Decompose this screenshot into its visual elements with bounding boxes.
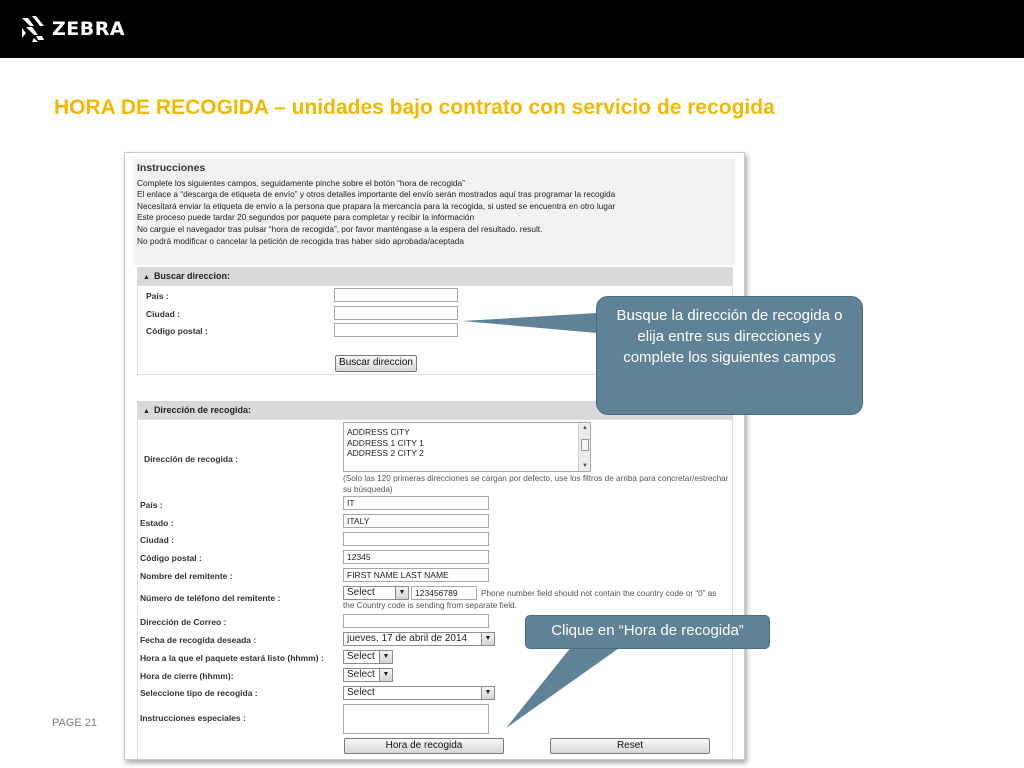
phone-country-select-value: Select <box>347 587 375 598</box>
pickup-date-value: jueves, 17 de abril de 2014 <box>347 633 468 644</box>
callout-pointer-search <box>462 313 597 333</box>
slide-title: HORA DE RECOGIDA – unidades bajo contrato con servicio de recogida <box>54 96 775 119</box>
instruction-line: El enlace a “descarga de etiqueta de envío” y otros detalles importante del envío serán mostrados aquí tras programar la recogida <box>137 189 616 200</box>
pickup-country-input[interactable]: IT <box>343 496 489 510</box>
brand-name: ZEBRA <box>52 18 126 40</box>
instruction-line: No cargue el navegador tras pulsar “hora de recogida”, por favor manténgase a la espera del resultado. result. <box>137 223 543 234</box>
sender-phone-label: Número de teléfono del remitente : <box>140 593 281 603</box>
address-note: (Solo las 120 primeras direcciones se cargan por defecto, use los filtros de arriba para concretar/estrechar su búsqueda) <box>343 474 729 494</box>
address-option[interactable]: ADDRESS 1 CITY 1 <box>347 437 424 448</box>
callout-pointer-pickup <box>506 646 622 728</box>
email-label: Dirección de Correo : <box>140 617 227 627</box>
address-option[interactable]: ADDRESS CITY <box>347 427 410 437</box>
search-address-button[interactable]: Buscar direccion <box>335 355 417 372</box>
sender-name-input[interactable]: FIRST NAME LAST NAME <box>343 568 489 582</box>
address-option[interactable]: ADDRESS 2 CITY 2 <box>347 448 424 458</box>
sender-phone-input[interactable]: 123456789 <box>411 586 477 600</box>
pickup-address-label: Dirección de recogida : <box>144 454 238 464</box>
scroll-up-icon[interactable]: ▲ <box>582 425 588 431</box>
instruction-line: No podrá modificar o cancelar la petición de recogida tras haber sido aprobada/aceptada <box>137 235 465 246</box>
search-section-title: Buscar direccion: <box>153 271 230 281</box>
search-city-label: Ciudad : <box>146 309 180 319</box>
sender-name-label: Nombre del remitente : <box>140 571 233 581</box>
reset-button[interactable]: Reset <box>550 738 710 754</box>
pickup-date-label: Fecha de recogida deseada : <box>140 635 257 645</box>
pickup-country-label: País : <box>140 500 163 510</box>
search-postal-label: Código postal : <box>146 326 208 336</box>
pickup-type-label: Seleccione tipo de recogida : <box>140 688 258 698</box>
closing-time-value: Select <box>347 669 375 680</box>
scroll-down-icon[interactable]: ▼ <box>582 463 588 469</box>
pickup-section-title: Dirección de recogida: <box>153 405 251 415</box>
phone-note-line-2: the Country code is sending from separate field. <box>343 601 517 610</box>
pickup-state-label: Estado : <box>140 518 174 528</box>
chevron-down-icon: ▼ <box>481 633 494 645</box>
pickup-city-label: Ciudad : <box>140 535 174 545</box>
collapse-triangle-icon: ▲ <box>143 408 150 415</box>
page-number: PAGE 21 <box>52 717 98 729</box>
pickup-callout: Clique en “Hora de recogida” <box>525 615 770 649</box>
instructions-title: Instrucciones <box>137 162 206 174</box>
chevron-down-icon: ▼ <box>379 651 392 663</box>
instruction-line: Complete los siguientes campos, seguidamente pinche sobre el botón “hora de recogida” <box>137 177 465 188</box>
collapse-triangle-icon: ▲ <box>143 274 150 281</box>
ready-time-label: Hora a la que el paquete estará listo (hhmm) : <box>140 653 324 663</box>
instruction-line: Este proceso puede tardar 20 segundos por paquete para completar y recibir la información <box>137 212 475 223</box>
chevron-down-icon: ▼ <box>481 687 494 699</box>
chevron-down-icon: ▼ <box>379 669 392 681</box>
pickup-type-value: Select <box>347 687 375 698</box>
ready-time-value: Select <box>347 651 375 662</box>
search-country-label: País : <box>146 291 169 301</box>
pickup-time-button[interactable]: Hora de recogida <box>344 738 504 754</box>
special-instructions-label: Instrucciones especiales : <box>140 713 246 723</box>
chevron-down-icon: ▼ <box>395 587 408 599</box>
search-callout: Busque la dirección de recogida o elija entre sus direcciones y complete los siguientes campos <box>596 296 863 415</box>
pickup-postal-label: Código postal : <box>140 553 202 563</box>
pickup-postal-input[interactable]: 12345 <box>343 550 489 564</box>
phone-note-line-1: Phone number field should not contain the country code or “0” as <box>481 589 717 598</box>
closing-time-label: Hora de cierre (hhmm): <box>140 671 234 681</box>
instruction-line: Necesitará enviar la etiqueta de envío a la persona que prapara la mercancía para la recogida, si usted se encuentra en otro lugar <box>137 200 616 211</box>
pickup-state-input[interactable]: ITALY <box>343 514 489 528</box>
